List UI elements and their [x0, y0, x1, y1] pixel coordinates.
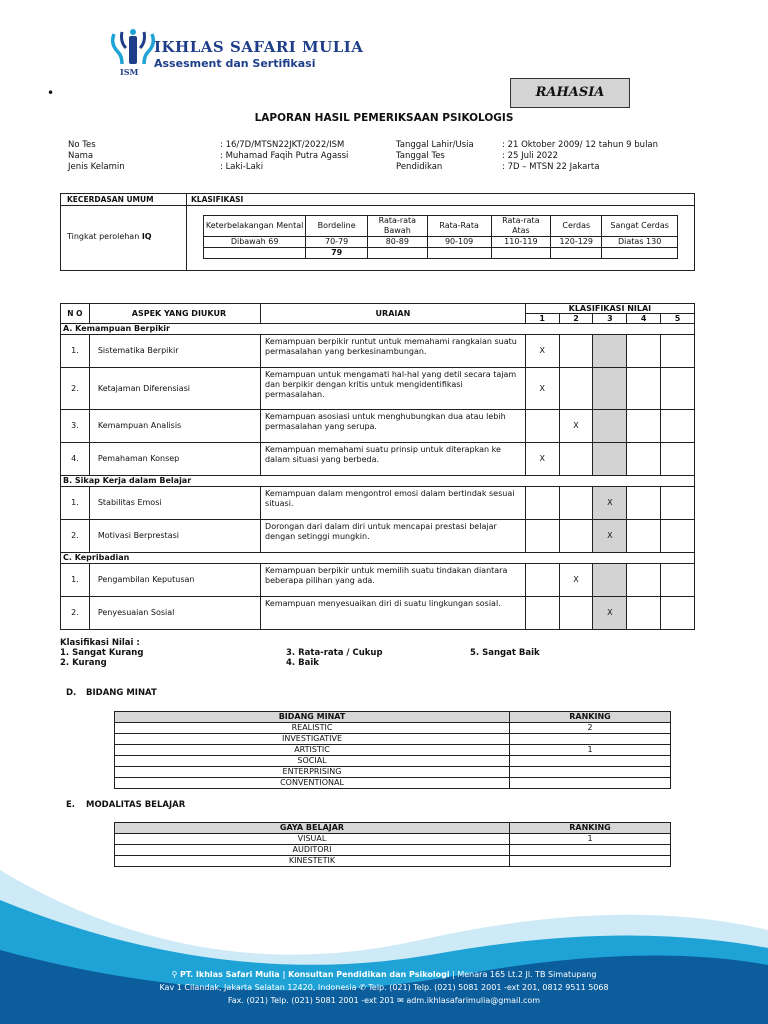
aspect-row [61, 520, 695, 553]
identity-label: Jenis Kelamin [68, 162, 125, 172]
aspect-description: Kemampuan berpikir runtut untuk memahami rangkaian suatu permasalahan yang berkesinambungan. [261, 335, 526, 368]
aspect-head-aspek: ASPEK YANG DIUKUR [89, 304, 260, 324]
legend-title: Klasifikasi Nilai : [60, 638, 140, 648]
aspect-description: Kemampuan menyesuaikan diri di suatu lingkungan sosial. [261, 597, 526, 630]
identity-value: : 7D – MTSN 22 Jakarta [502, 162, 600, 172]
aspect-description: Kemampuan memahami suatu prinsip untuk diterapkan ke dalam situasi yang berbeda. [261, 443, 526, 476]
minat-cell-b [510, 756, 671, 767]
iq-label-text: Tingkat perolehan [67, 232, 142, 241]
aspect-level-cell [661, 564, 695, 597]
aspect-row [61, 335, 695, 368]
modalitas-cell-a: KINESTETIK [115, 856, 510, 867]
iq-category: Keterbelakangan Mental [204, 216, 306, 237]
minat-cell-b [510, 778, 671, 789]
legend-item: 4. Baik [286, 658, 319, 668]
aspect-row [61, 443, 695, 476]
iq-category: Bordeline [306, 216, 368, 237]
identity-value: : 16/7D/MTSN22JKT/2022/ISM [220, 140, 345, 150]
aspect-description: Dorongan dari dalam diri untuk mencapai prestasi belajar dengan setinggi mungkin. [261, 520, 526, 553]
aspect-level-cell [627, 410, 661, 443]
aspect-level-cell [627, 520, 661, 553]
identity-value: : 21 Oktober 2009/ 12 tahun 9 bulan [502, 140, 659, 150]
iq-classification-table [203, 215, 678, 259]
iq-head-right: KLASIFIKASI [187, 194, 694, 206]
aspect-no: 1. [61, 487, 90, 520]
identity-value: : 25 Juli 2022 [502, 151, 559, 161]
minat-head-a: BIDANG MINAT [115, 712, 510, 723]
aspect-level: 1 [525, 314, 559, 324]
aspect-body [61, 324, 695, 630]
aspect-level-cell [661, 410, 695, 443]
modalitas-head-a: GAYA BELAJAR [115, 823, 510, 834]
minat-body [115, 723, 671, 789]
minat-row [115, 734, 671, 745]
bullet-mark: • [47, 86, 55, 100]
identity-row [68, 140, 348, 151]
iq-range: 120-129 [551, 237, 602, 248]
aspect-level-cell [525, 487, 559, 520]
aspect-level-cell [661, 368, 695, 410]
iq-score-cell [204, 248, 306, 259]
iq-label-bold: IQ [141, 232, 152, 241]
minat-cell-a: ARTISTIC [115, 745, 510, 756]
identity-value: : Laki-Laki [220, 162, 264, 172]
minat-row [115, 723, 671, 734]
aspect-no: 1. [61, 564, 90, 597]
logo-subtitle: Assesment dan Sertifikasi [154, 57, 316, 70]
aspect-no: 3. [61, 410, 90, 443]
aspect-mark: X [593, 520, 627, 553]
iq-range: 80-89 [368, 237, 428, 248]
aspect-level: 4 [627, 314, 661, 324]
aspect-description: Kemampuan asosiasi untuk menghubungkan dua atau lebih permasalahan yang serupa. [261, 410, 526, 443]
minat-cell-a: REALISTIC [115, 723, 510, 734]
aspect-section-label: A. Kemampuan Berpikir [61, 324, 695, 335]
aspect-section-row [61, 553, 695, 564]
identity-row [396, 140, 658, 151]
aspect-description: Kemampuan untuk mengamati hal-hal yang detil secara tajam dan berpikir dengan kritis untuk mengidentifikasi permasalahan. [261, 368, 526, 410]
iq-category: Rata-rata Bawah [368, 216, 428, 237]
legend-item: 3. Rata-rata / Cukup [286, 648, 383, 658]
modalitas-cell-b: 1 [510, 834, 671, 845]
iq-range: 90-109 [427, 237, 491, 248]
aspect-level-cell [627, 443, 661, 476]
footer-line-1 [0, 968, 768, 981]
minat-row [115, 778, 671, 789]
aspect-description: Kemampuan dalam mengontrol emosi dalam bertindak sesuai situasi. [261, 487, 526, 520]
aspect-no: 2. [61, 597, 90, 630]
identity-right [396, 140, 658, 173]
iq-range: Diatas 130 [602, 237, 678, 248]
minat-table [114, 711, 671, 789]
identity-row [68, 162, 348, 173]
aspect-row [61, 564, 695, 597]
aspect-level-cell [593, 335, 627, 368]
aspect-no: 1. [61, 335, 90, 368]
aspect-level-cell [627, 368, 661, 410]
aspect-row [61, 410, 695, 443]
aspect-mark: X [559, 410, 593, 443]
minat-section-title [66, 688, 157, 698]
company-logo [108, 28, 368, 83]
modalitas-section-letter: E. [66, 800, 76, 810]
aspect-level: 5 [661, 314, 695, 324]
aspect-level-cell [593, 564, 627, 597]
identity-value: : Muhamad Faqih Putra Agassi [220, 151, 349, 161]
aspect-level-cell [661, 487, 695, 520]
iq-category: Rata-Rata [427, 216, 491, 237]
aspect-level-cell [559, 597, 593, 630]
modalitas-head-b: RANKING [510, 823, 671, 834]
aspect-level-cell [593, 410, 627, 443]
aspect-name: Penyesuaian Sosial [89, 597, 260, 630]
minat-section-text: BIDANG MINAT [86, 688, 157, 698]
aspect-level-cell [627, 597, 661, 630]
identity-label: Pendidikan [396, 162, 443, 172]
location-pin-icon: ⚲ [171, 970, 180, 979]
aspect-table [60, 303, 695, 630]
iq-score: 79 [306, 248, 368, 259]
aspect-level-cell [627, 487, 661, 520]
aspect-name: Stabilitas Emosi [89, 487, 260, 520]
minat-cell-a: CONVENTIONAL [115, 778, 510, 789]
footer-contact [0, 968, 768, 1007]
minat-cell-b [510, 734, 671, 745]
minat-cell-a: SOCIAL [115, 756, 510, 767]
iq-left-label [61, 206, 187, 270]
minat-head-b: RANKING [510, 712, 671, 723]
iq-score-cell [368, 248, 428, 259]
minat-cell-b: 2 [510, 723, 671, 734]
aspect-level: 3 [593, 314, 627, 324]
aspect-level-cell [661, 335, 695, 368]
legend-item: 2. Kurang [60, 658, 107, 668]
iq-category: Sangat Cerdas [602, 216, 678, 237]
aspect-no: 4. [61, 443, 90, 476]
iq-section [60, 193, 695, 271]
modalitas-cell-a: AUDITORI [115, 845, 510, 856]
iq-score-cell [602, 248, 678, 259]
minat-row [115, 756, 671, 767]
minat-cell-b [510, 767, 671, 778]
modalitas-section-title [66, 800, 185, 810]
aspect-head-no: N O [61, 304, 90, 324]
aspect-no: 2. [61, 368, 90, 410]
aspect-level-cell [559, 520, 593, 553]
aspect-level-cell [627, 335, 661, 368]
aspect-section-label: B. Sikap Kerja dalam Belajar [61, 476, 695, 487]
logo-abbr: ISM [120, 67, 139, 77]
minat-cell-a: INVESTIGATIVE [115, 734, 510, 745]
iq-score-row [204, 248, 678, 259]
footer-address: | Menara 165 Lt.2 Jl. TB Simatupang [449, 970, 597, 979]
aspect-level-cell [559, 443, 593, 476]
minat-row [115, 745, 671, 756]
iq-score-cell [551, 248, 602, 259]
iq-range: Dibawah 69 [204, 237, 306, 248]
aspect-level-cell [525, 520, 559, 553]
aspect-row [61, 487, 695, 520]
minat-row [115, 767, 671, 778]
aspect-head-klasifikasi: KLASIFIKASI NILAI [525, 304, 694, 314]
aspect-level-cell [559, 368, 593, 410]
aspect-mark: X [593, 487, 627, 520]
footer-line-3: Fax. (021) Telp. (021) 5081 2001 -ext 201 ✉ adm.ikhlasafarimulia@gmail.com [227, 996, 541, 1005]
iq-range: 110-119 [491, 237, 551, 248]
aspect-level-cell [593, 368, 627, 410]
aspect-description: Kemampuan berpikir untuk memilih suatu tindakan diantara beberapa pilihan yang ada. [261, 564, 526, 597]
aspect-head-uraian: URAIAN [261, 304, 526, 324]
modalitas-section-text: MODALITAS BELAJAR [86, 800, 186, 810]
aspect-no: 2. [61, 520, 90, 553]
aspect-name: Sistematika Berpikir [89, 335, 260, 368]
aspect-name: Motivasi Berprestasi [89, 520, 260, 553]
minat-cell-b: 1 [510, 745, 671, 756]
aspect-name: Ketajaman Diferensiasi [89, 368, 260, 410]
iq-range-row [204, 237, 678, 248]
legend-item: 5. Sangat Baik [470, 648, 540, 658]
aspect-name: Pemahaman Konsep [89, 443, 260, 476]
aspect-mark: X [593, 597, 627, 630]
aspect-level-cell [593, 443, 627, 476]
aspect-level-cell [525, 597, 559, 630]
minat-head-row [115, 712, 671, 723]
identity-left [68, 140, 348, 173]
legend-item: 1. Sangat Kurang [60, 648, 144, 658]
logo-title: IKHLAS SAFARI MULIA [154, 38, 364, 56]
aspect-mark: X [559, 564, 593, 597]
iq-range: 70-79 [306, 237, 368, 248]
aspect-level-cell [627, 564, 661, 597]
aspect-level: 2 [559, 314, 593, 324]
modalitas-head-row [115, 823, 671, 834]
iq-head-left: KECERDASAN UMUM [61, 194, 187, 206]
iq-score-cell [427, 248, 491, 259]
identity-row [68, 151, 348, 162]
identity-label: No Tes [68, 140, 96, 150]
aspect-name: Kemampuan Analisis [89, 410, 260, 443]
aspect-mark: X [525, 443, 559, 476]
aspect-level-cell [661, 443, 695, 476]
iq-score-cell [491, 248, 551, 259]
identity-label: Tanggal Tes [396, 151, 445, 161]
footer-company: PT. Ikhlas Safari Mulia | Konsultan Pendidikan dan Psikologi [180, 970, 450, 979]
minat-section-letter: D. [66, 688, 77, 698]
confidential-label: RAHASIA [510, 78, 630, 108]
aspect-level-cell [559, 335, 593, 368]
aspect-mark: X [525, 368, 559, 410]
aspect-level-cell [525, 564, 559, 597]
iq-category-row [204, 216, 678, 237]
aspect-row [61, 597, 695, 630]
identity-row [396, 162, 658, 173]
identity-row [396, 151, 658, 162]
aspect-section-row [61, 476, 695, 487]
report-title: LAPORAN HASIL PEMERIKSAAN PSIKOLOGIS [254, 112, 514, 124]
aspect-section-row [61, 324, 695, 335]
iq-category: Rata-rata Atas [491, 216, 551, 237]
aspect-level-cell [559, 487, 593, 520]
identity-label: Nama [68, 151, 94, 161]
aspect-level-cell [661, 597, 695, 630]
aspect-mark: X [525, 335, 559, 368]
identity-label: Tanggal Lahir/Usia [396, 140, 474, 150]
aspect-section-label: C. Kepribadian [61, 553, 695, 564]
aspect-name: Pengambilan Keputusan [89, 564, 260, 597]
iq-category: Cerdas [551, 216, 602, 237]
minat-cell-a: ENTERPRISING [115, 767, 510, 778]
aspect-row [61, 368, 695, 410]
aspect-level-cell [525, 410, 559, 443]
aspect-head-row [61, 304, 695, 314]
footer-line-2: Kav 1 Cilandak, Jakarta Selatan 12420, Indonesia ✆ Telp. (021) Telp. (021) 5081 2001 -ext 201, 0812 9511 5068 [159, 983, 609, 992]
modalitas-cell-a: VISUAL [115, 834, 510, 845]
aspect-level-cell [661, 520, 695, 553]
